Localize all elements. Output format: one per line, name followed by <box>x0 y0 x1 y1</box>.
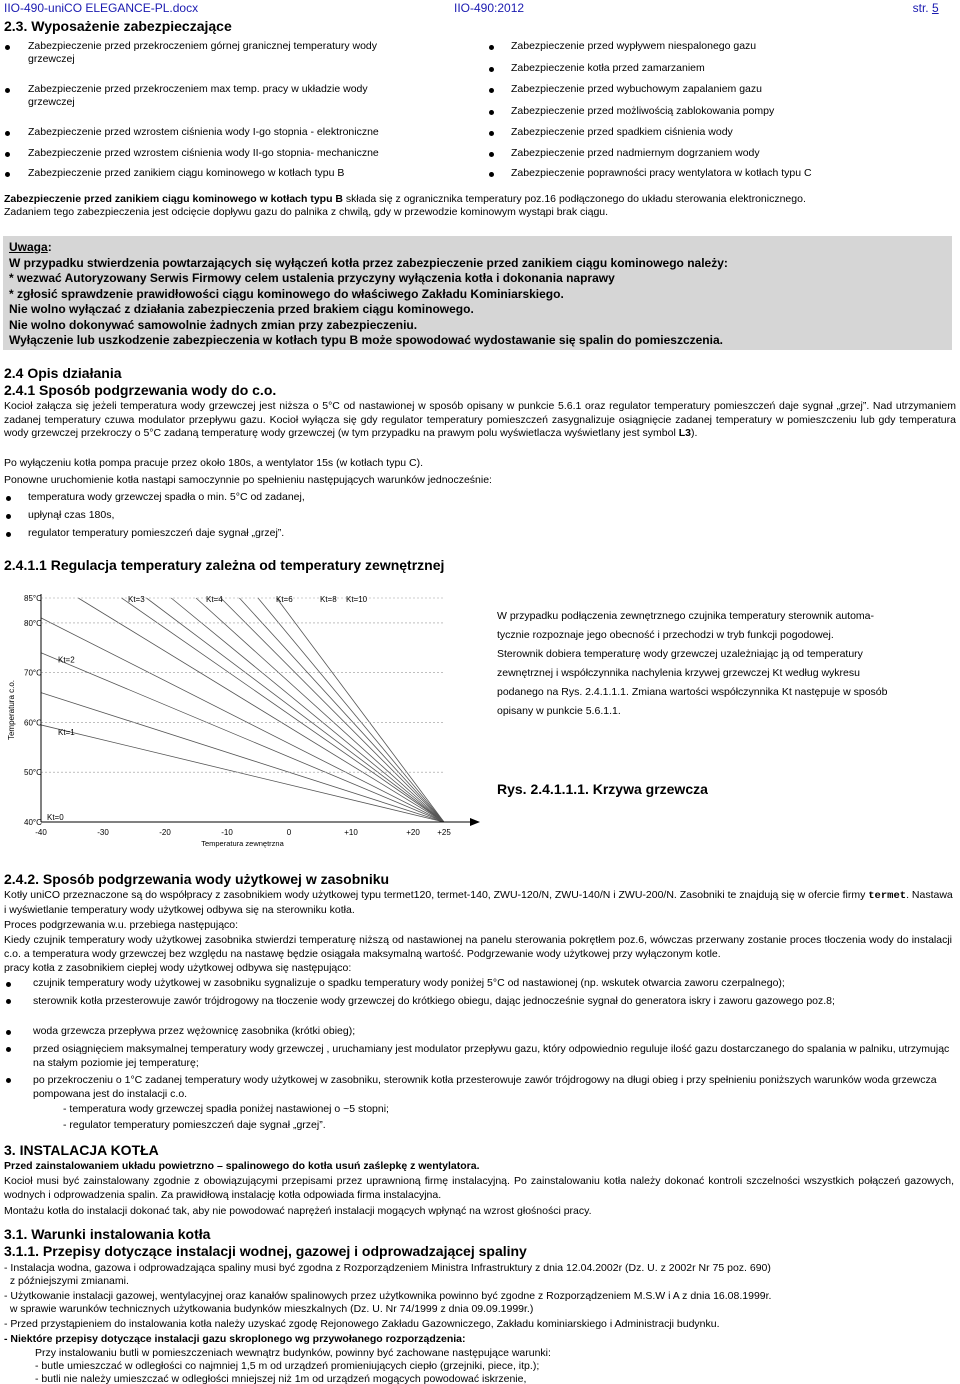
y-tick-label: 85°C <box>24 594 42 603</box>
process-intro: Proces podgrzewania w.u. przebiega następująco: <box>4 919 239 931</box>
x-tick-label: -20 <box>159 828 171 837</box>
header-page: str. 5 <box>912 1 939 15</box>
draft-safety-paragraph: Zabezpieczenie przed zanikiem ciągu kominowego w kotłach typu B składa się z ogranicznika temperatury poz.16 podłączonego do układu sterowania elektronicznego. <box>4 193 806 205</box>
dhw-paragraph: Kotły uniCO przeznaczone są do współpracy z zasobnikiem wody użytkowej typu termet120, termet-140, ZWU-120/N, ZWU-140/N i ZWU-200/N. Zasobniki te znajdują się w ofercie firmy termet. Nastawa i wyświetlanie temperatury wody użytkowej odbywa się na sterowniku kotła. <box>4 889 953 916</box>
x-tick-label: -40 <box>35 828 47 837</box>
warning-line: * wezwać Autoryzowany Serwis Firmowy celem ustalenia przyczyny wyłączenia kotła i dokonania naprawy <box>9 271 615 285</box>
header-page-number: 5 <box>931 1 939 15</box>
list-item: Zabezpieczenie przed wypływem niespalonego gazu <box>511 40 757 52</box>
section-2-4-2-title: 2.4.2. Sposób podgrzewania wody użytkowej w zasobniku <box>4 871 390 887</box>
dash-item: - regulator temperatury pomieszczeń daje sygnał „grzej”. <box>63 1119 326 1131</box>
y-tick-label: 80°C <box>24 618 42 628</box>
heating-curve-line <box>41 618 444 822</box>
list-item: Zabezpieczenie przed wybuchowym zapalaniem gazu <box>511 83 762 95</box>
list-item: Zabezpieczenie przed nadmiernym dogrzaniem wody <box>511 147 760 159</box>
regulation-item: - Przed przystąpieniem do instalowania kotła należy uzyskać zgodę Rejonowego Zakładu Gazowniczego, Zakładu kominiarskiego i Administracji budynku. <box>4 1318 720 1330</box>
weather-line: podanego na Rys. 2.4.1.1.1. Zmiana wartości współczynnika Kt następuje w sposób <box>497 686 888 698</box>
list-item: regulator temperatury pomieszczeń daje sygnał „grzej”. <box>28 527 285 539</box>
install-paragraph: Kocioł musi być zainstalowany zgodnie z obowiązującymi przepisami przez uprawnioną firmę instalacyjną. Po zainstalowaniu kotła należy dokonać kontroli szczelności wszystkich połączeń gazowych, wodnych i odprowadzenia spalin. Za prawidłową instalację kotła odpowiada firma instalacyjna. <box>4 1175 954 1201</box>
list-item: Zabezpieczenie kotła przed zamarzaniem <box>511 62 705 74</box>
bullet-icon <box>6 532 11 537</box>
warning-line: Nie wolno dokonywać samowolnie żadnych zmian przy zabezpieczeniu. <box>9 317 418 332</box>
warning-title: Uwaga: <box>9 240 52 254</box>
list-item: upłynął czas 180s, <box>28 509 115 521</box>
heating-curve-svg <box>4 590 482 852</box>
header-filename: IIO-490-uniCO ELEGANCE-PL.docx <box>4 1 199 15</box>
header-code: IIO-490:2012 <box>454 1 525 15</box>
pump-paragraph: Po wyłączeniu kotła pompa pracuje przez około 180s, a wentylator 15s (w kotłach typu C). <box>4 457 424 469</box>
bullet-icon <box>489 67 494 72</box>
list-item: Zabezpieczenie przed przekroczeniem max temp. pracy w układzie wody grzewczej <box>28 83 368 108</box>
regulation-subitem: - butle umieszczać w odległości co najmniej 1,5 m od urządzeń promieniujących ciepło (grzejniki, piece, itp.); <box>35 1360 540 1372</box>
list-item: Zabezpieczenie poprawności pracy wentylatora w kotłach typu C <box>511 167 812 179</box>
brand-name: termet <box>868 890 907 902</box>
heating-curve-line <box>41 725 444 822</box>
heating-curve-line <box>196 598 444 822</box>
section-2-4-title: 2.4 Opis działania <box>4 365 122 381</box>
bullet-icon <box>6 999 11 1004</box>
x-tick-label: +10 <box>344 828 358 837</box>
draft-safety-paragraph-2: Zadaniem tego zabezpieczenia jest odcięcie dopływu gazu do palnika z chwilą, gdy w przewodzie kominowym wystąpi brak ciągu. <box>4 206 609 218</box>
series-label: Kt=6 <box>276 595 293 604</box>
weather-line: tycznie rozpoznaje jego obecność i przechodzi w tryb funkcji pogodowej. <box>497 629 834 641</box>
list-item: Zabezpieczenie przed wzrostem ciśnienia wody I-go stopnia - elektroniczne <box>28 126 379 138</box>
x-axis-label: Temperatura zewnętrzna <box>201 839 284 848</box>
process-paragraph-2: pracy kotła z zasobnikiem ciepłej wody użytkowej odbywa się następująco: <box>4 962 352 974</box>
bullet-icon <box>5 172 10 177</box>
regulation-subitem: Przy instalowaniu butli w pomieszczeniach wewnątrz budynków, powinny być zachowane następujące warunki: <box>35 1347 551 1359</box>
heating-curve-line <box>221 598 444 822</box>
bullet-icon <box>5 152 10 157</box>
regulation-item: - Użytkowanie instalacji gazowej, wentylacyjnej oraz kanałów spalinowych przez użytkownika powinno być zgodne z Rozporządzeniem M.S.W i A z dnia 16.08.1999r. <box>4 1290 772 1302</box>
regulation-item: - Instalacja wodna, gazowa i odprowadzająca spaliny musi być zgodna z Rozporządzeniem Ministra Infrastruktury z dnia 12.04.2002r (Dz. U. z 2002r Nr 75 poz. 690) <box>4 1262 771 1274</box>
section-2-4-1-title: 2.4.1 Sposób podgrzewania wody do c.o. <box>4 382 277 398</box>
dash-item: - temperatura wody grzewczej spadła poniżej nastawionej o ~5 stopni; <box>63 1103 389 1115</box>
x-tick-label: +20 <box>406 828 420 837</box>
series-label: Kt=2 <box>58 655 75 665</box>
series-label: Kt=4 <box>206 595 223 604</box>
warning-line: Nie wolno wyłączać z działania zabezpieczenia przed brakiem ciągu kominowego. <box>9 302 474 316</box>
y-tick-label: 60°C <box>24 718 42 728</box>
x-tick-label: 0 <box>286 828 292 837</box>
heating-curve-line <box>122 598 444 822</box>
list-item: Zabezpieczenie przed wzrostem ciśnienia wody II-go stopnia- mechaniczne <box>28 147 379 159</box>
warning-line: * zgłosić sprawdzenie prawidłowości ciągu kominowego do właściwego Zakładu Kominiarskiego. <box>9 286 564 301</box>
warning-line: Wyłączenie lub uszkodzenie zabezpieczenia w kotłach typu B może spowodować wydostawanie się spalin do pomieszczenia. <box>9 333 723 347</box>
bullet-icon <box>489 88 494 93</box>
list-item: Zabezpieczenie przed możliwością zablokowania pompy <box>511 105 775 117</box>
heating-curve-line <box>41 693 444 822</box>
weather-line: zewnętrznej i współczynnika nachylenia krzywej grzewczej Kt według wykresu <box>497 667 860 679</box>
figure-caption: Rys. 2.4.1.1.1. Krzywa grzewcza <box>497 781 708 797</box>
bullet-icon <box>6 514 11 519</box>
x-tick-label: -10 <box>221 828 233 837</box>
bullet-icon <box>6 1047 11 1052</box>
heating-curve-line <box>239 598 444 822</box>
series-label: Kt=1 <box>58 727 75 737</box>
x-tick-label: +25 <box>437 828 451 837</box>
heating-curve-line <box>146 598 444 822</box>
bullet-icon <box>6 1078 11 1083</box>
bullet-icon <box>489 172 494 177</box>
list-item: czujnik temperatury wody użytkowej w zasobniku sygnalizuje o spadku temperatury wody poniżej 5°C od nastawionej (np. wskutek otwarcia zaworu czerpalnego); <box>33 977 785 989</box>
x-axis-arrow-icon <box>470 818 480 826</box>
section-3-title: 3. INSTALACJA KOTŁA <box>4 1142 159 1158</box>
section-3-1-1-title: 3.1.1. Przepisy dotyczące instalacji wodnej, gazowej i odprowadzającej spaliny <box>4 1243 527 1259</box>
section-2-4-1-1-title: 2.4.1.1 Regulacja temperatury zależna od temperatury zewnętrznej <box>4 557 445 573</box>
bullet-icon <box>489 45 494 50</box>
x-tick-label: -30 <box>97 828 109 837</box>
series-label: Kt=10 <box>346 595 368 604</box>
heating-curve-line <box>277 598 444 822</box>
install-paragraph-2: Montażu kotła do instalacji dokonać tak, aby nie powodować naprężeń instalacji mogących wpłynąć na wzrost głośności pracy. <box>4 1205 592 1217</box>
bullet-icon <box>6 496 11 501</box>
bullet-icon <box>489 110 494 115</box>
bullet-icon <box>6 1030 11 1035</box>
regulation-item: w sprawie warunków technicznych użytkowania budynków mieszkalnych (Dz. U. Nr 74/1999 z dnia 09.09.1999r.) <box>4 1303 534 1315</box>
regulation-item-bold: - Niektóre przepisy dotyczące instalacji gazu skroplonego wg przywołanego rozporządzenia: <box>4 1333 466 1345</box>
series-label: Kt=3 <box>128 595 145 604</box>
series-label: Kt=0 <box>47 813 64 822</box>
section-2-3-title: 2.3. Wyposażenie zabezpieczające <box>4 18 232 34</box>
heating-paragraph: Kocioł załącza się jeżeli temperatura wody grzewczej jest niższa o 5°C od nastawionej w sposób opisany w punkcie 5.6.1 oraz regulator temperatury pomieszczeń daje sygnał „grzej”. Nad utrzymaniem zadanej temperatury czuwa modulator przepływu gazu. Kocioł wyłącza się gdy regulator temperatury pomieszczeń zasygnalizuje osiągnięcie zadanej temperatury w pomieszczeniu lub gdy temperatura wody grzewczej przekroczy o 5°C zadaną temperaturę wody grzewczej (w tym przypadku na prawym polu wyświetlacza wyświetlany jest symbol L3). <box>4 400 956 440</box>
y-axis-label: Temperatura c.o. <box>7 679 16 741</box>
weather-line: opisany w punkcie 5.6.1.1. <box>497 705 621 717</box>
bullet-icon <box>5 88 10 93</box>
series-label: Kt=8 <box>320 595 337 604</box>
list-item: Zabezpieczenie przed przekroczeniem górnej granicznej temperatury wody grzewczej <box>28 40 378 65</box>
list-item: po przekroczeniu o 1°C zadanej temperatury wody użytkowej w zasobniku, sterownik kotła przesterowuje zawór trójdrogowy na długi obieg i przy spełnieniu poniższych warunków woda grzewcza pompowana jest do instalacji c.o. <box>33 1074 937 1100</box>
page-header <box>4 2 954 15</box>
heating-curve-line <box>41 653 444 822</box>
heating-curve-line <box>171 598 444 822</box>
process-paragraph: Kiedy czujnik temperatury wody użytkowej zasobnika stwierdzi temperaturę niższą od nastawionej na panelu sterowania pokrętłem poz.6, wówczas przerwany zostanie proces tłoczenia wody do instalacji c.o. a temperatura wody grzewczej bez względu na nastawę będzie osiągała maksymalną wartość. Podgrzewanie wody użytkowej przy wyłączonym kotle. <box>4 934 952 960</box>
heating-curve-chart <box>4 590 482 852</box>
list-item: Zabezpieczenie przed spadkiem ciśnienia wody <box>511 126 733 138</box>
weather-line: W przypadku podłączenia zewnętrznego czujnika temperatury sterownik automa- <box>497 610 875 622</box>
list-item: sterownik kotła przesterowuje zawór trójdrogowy na tłoczenie wody grzewczej do krótkiego obiegu, dając jednocześnie sygnał do generatora iskry i zaworu gazowego poz.8; <box>33 995 835 1007</box>
list-item: woda grzewcza przepływa przez wężownicę zasobnika (krótki obieg); <box>33 1025 356 1037</box>
install-warning: Przed zainstalowaniem układu powietrzno – spalinowego do kotła usuń zaślepkę z wentylatora. <box>4 1160 480 1172</box>
list-item: przed osiągnięciem maksymalnej temperatury wody grzewczej , uruchamiany jest modulator przepływu gazu, który odpowiednio reguluje ilość gazu dostarczanego do spalania w palniku, utrzymując na stałym poziomie jej temperaturę; <box>33 1043 950 1069</box>
bullet-icon <box>489 131 494 136</box>
y-tick-label: 50°C <box>24 768 42 778</box>
weather-line: Sterownik dobiera temperaturę wody grzewczej uzależniając ją od temperatury <box>497 648 863 660</box>
bullet-icon <box>6 982 11 987</box>
heating-curve-line <box>258 598 444 822</box>
y-tick-label: 70°C <box>24 668 42 678</box>
regulation-subitem: - butli nie należy umieszczać w odległości mniejszej niż 1m od urządzeń mogących powodować iskrzenie, <box>35 1373 527 1384</box>
restart-paragraph: Ponowne uruchomienie kotła nastąpi samoczynnie po spełnieniu następujących warunków jednocześnie: <box>4 474 492 486</box>
heating-curve-line <box>78 598 444 822</box>
bullet-icon <box>5 131 10 136</box>
list-item: Zabezpieczenie przed zanikiem ciągu kominowego w kotłach typu B <box>28 167 345 179</box>
warning-line: W przypadku stwierdzenia powtarzających się wyłączeń kotła przez zabezpieczenie przed zanikiem ciągu kominowego należy: <box>9 255 728 270</box>
section-3-1-title: 3.1. Warunki instalowania kotła <box>4 1226 211 1242</box>
list-item: temperatura wody grzewczej spadła o min. 5°C od zadanej, <box>28 491 305 503</box>
bullet-icon <box>5 45 10 50</box>
y-tick-label: 40°C <box>24 818 42 827</box>
warning-box <box>3 236 952 350</box>
regulation-item: z późniejszymi zmianami. <box>4 1275 129 1287</box>
bullet-icon <box>489 152 494 157</box>
